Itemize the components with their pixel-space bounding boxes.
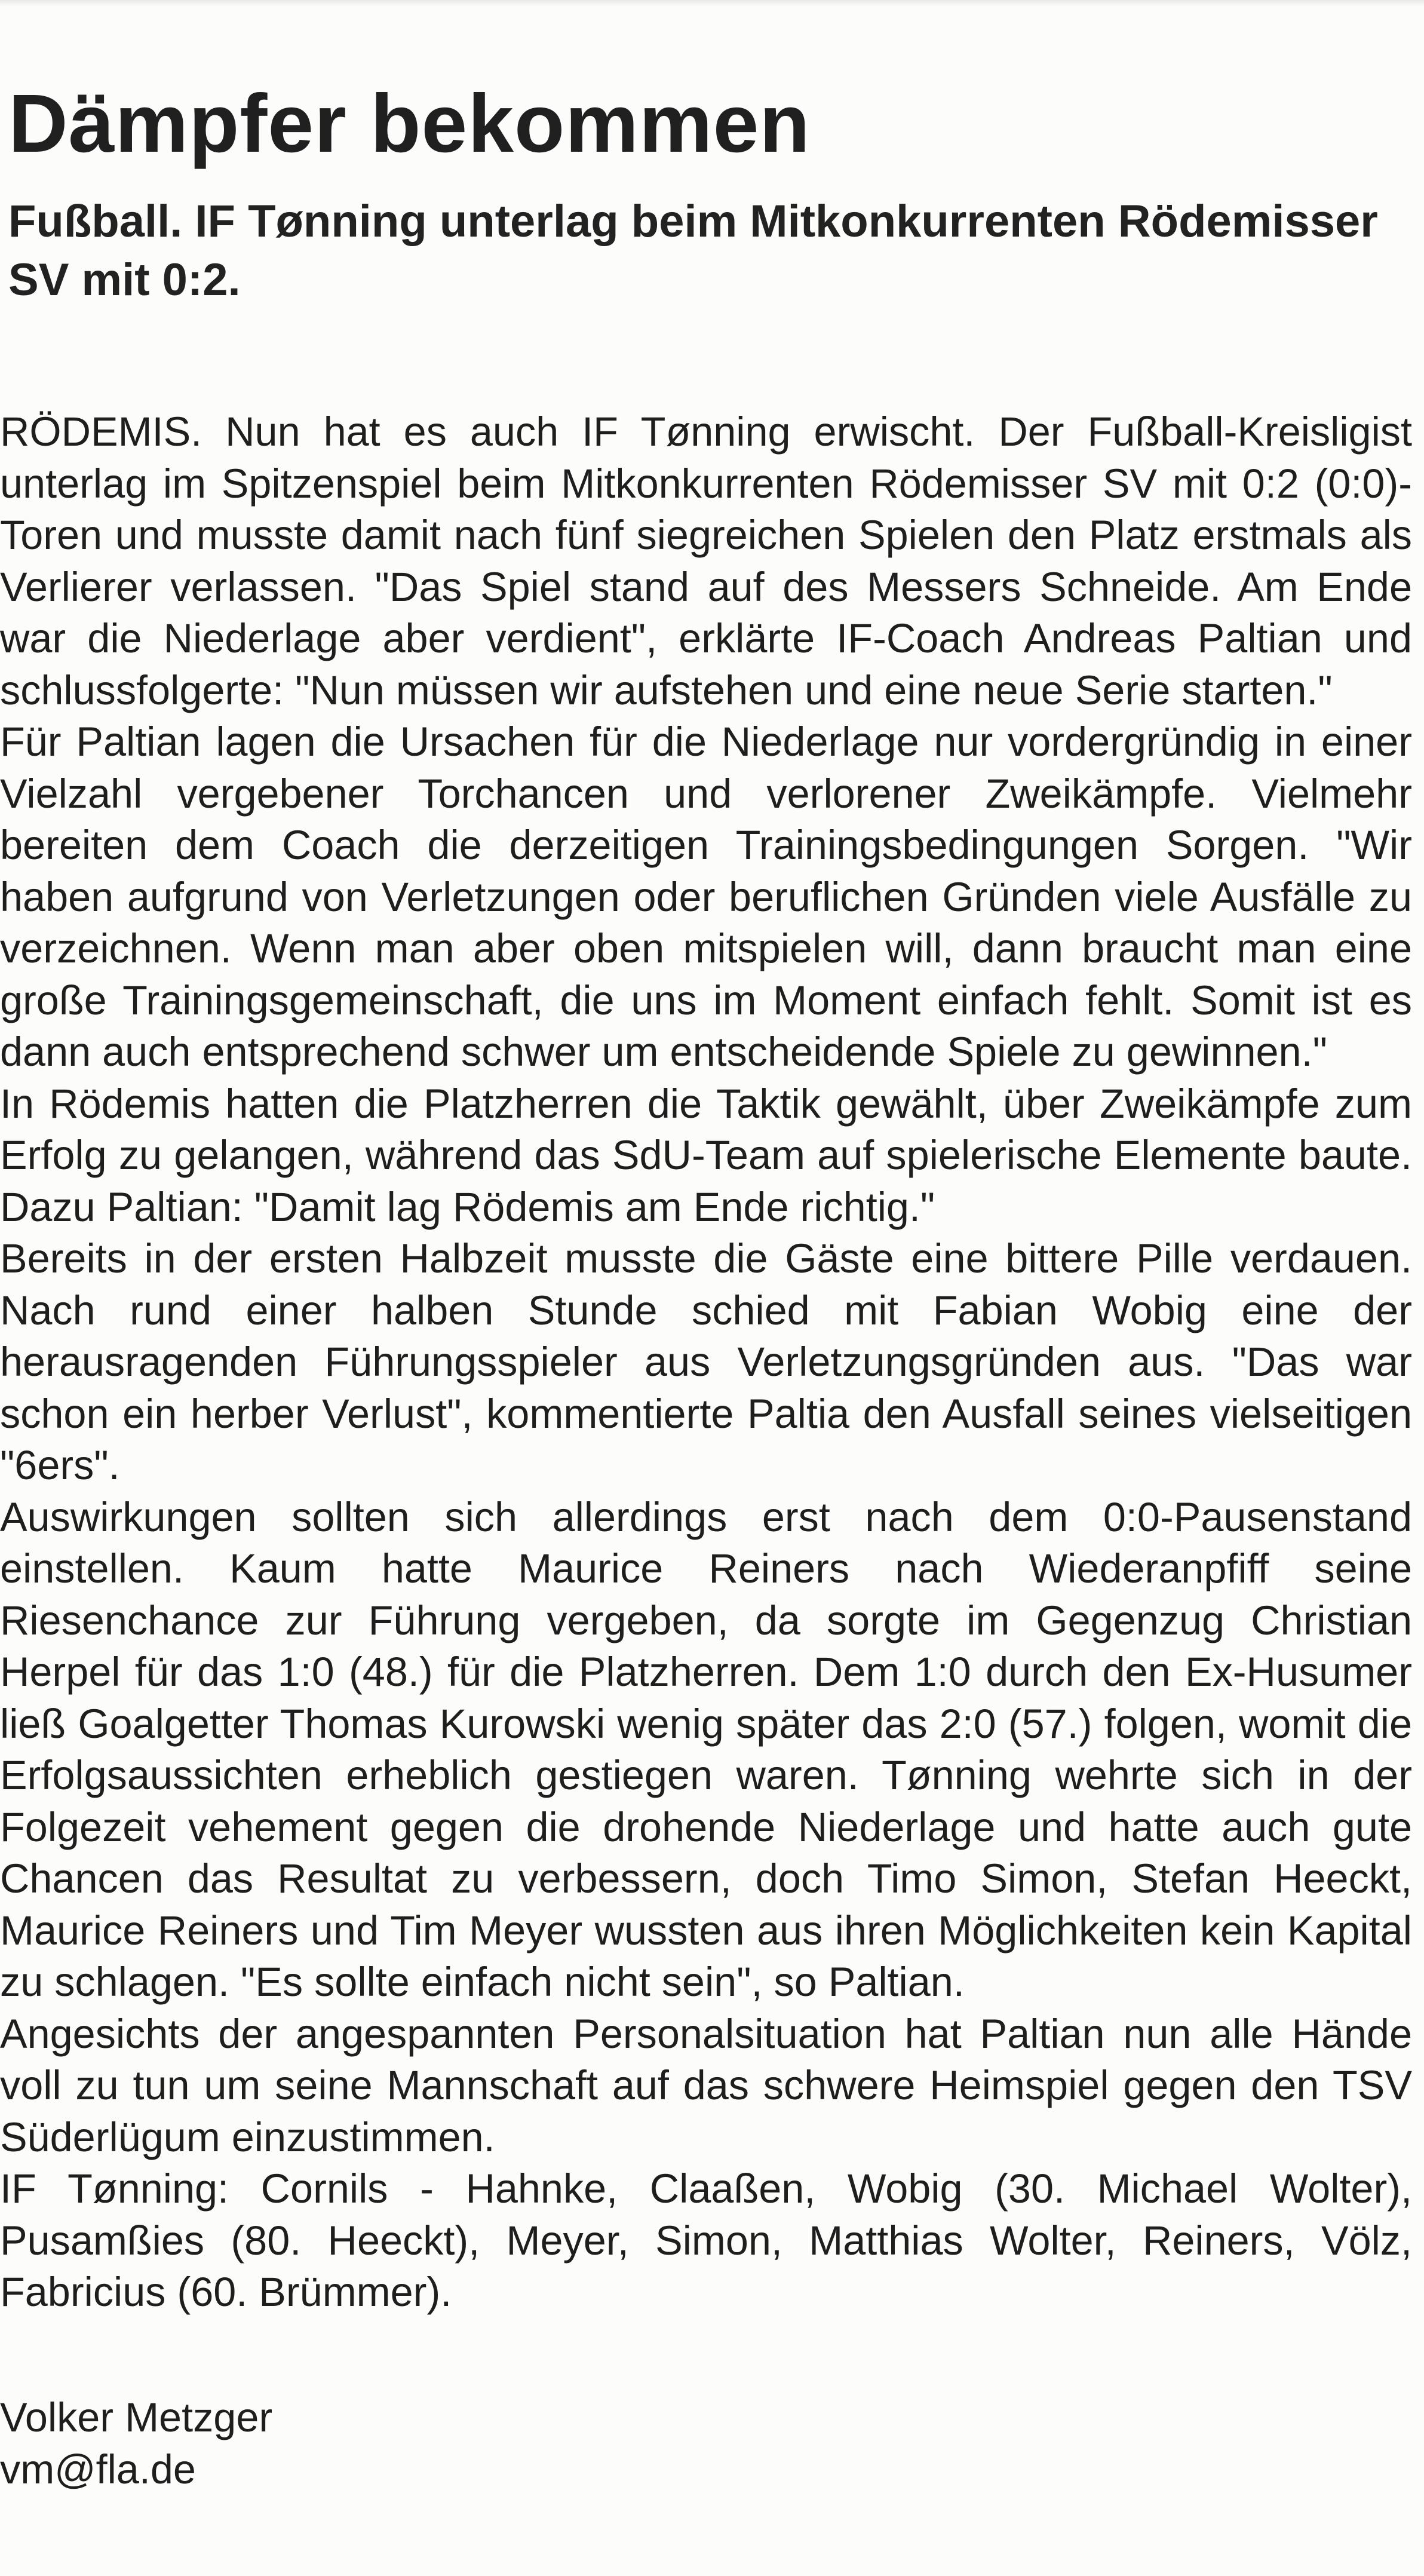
author-name: Volker Metzger [0, 2395, 273, 2440]
paragraph: In Rödemis hatten die Platzherren die Taktik gewählt, über Zweikämpfe zum Erfolg zu gelangen, während das SdU-Team auf spielerische Elemente baute. Dazu Paltian: "Damit lag Rödemis am Ende richtig." [0, 1081, 1412, 1230]
lineup-paragraph: IF Tønning: Cornils - Hahnke, Claaßen, Wobig (30. Michael Wolter), Pusamßies (80. Heeckt), Meyer, Simon, Matthias Wolter, Reiners, Völz, Fabricius (60. Brümmer). [0, 2166, 1412, 2315]
paper-edge [0, 0, 1424, 6]
paragraph: RÖDEMIS. Nun hat es auch IF Tønning erwischt. Der Fußball-Kreisligist unterlag im Spitzenspiel beim Mitkonkurrenten Rödemisser SV mit 0:2 (0:0)-Toren und musste damit nach fünf siegreichen Spielen den Platz erstmals als Verlierer verlassen. "Das Spiel stand auf des Messers Schneide. Am Ende war die Niederlage aber verdient", erklärte IF-Coach Andreas Paltian und schlussfolgerte: "Nun müssen wir aufstehen und eine neue Serie starten." [0, 409, 1412, 713]
article-body [0, 406, 1412, 2319]
author-email: vm@fla.de [0, 2446, 196, 2492]
headline: Dämpfer bekommen [8, 78, 811, 170]
paragraph: Bereits in der ersten Halbzeit musste die Gäste eine bittere Pille verdauen. Nach rund einer halben Stunde schied mit Fabian Wobig eine der herausragenden Führungsspieler aus Verletzungsgründen aus. "Das war schon ein herber Verlust", kommentierte Paltia den Ausfall seines vielseitigen "6ers". [0, 1236, 1412, 1488]
byline [0, 2392, 272, 2495]
paragraph: Für Paltian lagen die Ursachen für die Niederlage nur vordergründig in einer Vielzahl vergebener Torchancen und verlorener Zweikämpfe. Vielmehr bereiten dem Coach die derzeitigen Trainingsbedingungen Sorgen. "Wir haben aufgrund von Verletzungen oder beruflichen Gründen viele Ausfälle zu verzeichnen. Wenn man aber oben mitspielen will, dann braucht man eine große Trainingsgemeinschaft, die uns im Moment einfach fehlt. Somit ist es dann auch entsprechend schwer um entscheidende Spiele zu gewinnen." [0, 719, 1412, 1075]
paragraph: Angesichts der angespannten Personalsituation hat Paltian nun alle Hände voll zu tun um seine Mannschaft auf das schwere Heimspiel gegen den TSV Süderlügum einzustimmen. [0, 2011, 1412, 2160]
paragraph: Auswirkungen sollten sich allerdings erst nach dem 0:0-Pausenstand einstellen. Kaum hatte Maurice Reiners nach Wiederanpfiff seine Riesenchance zur Führung vergeben, da sorgte im Gegenzug Christian Herpel für das 1:0 (48.) für die Platzherren. Dem 1:0 durch den Ex-Husumer ließ Goalgetter Thomas Kurowski wenig später das 2:0 (57.) folgen, womit die Erfolgsaussichten erheblich gestiegen waren. Tønning wehrte sich in der Folgezeit vehement gegen die drohende Niederlage und hatte auch gute Chancen das Resultat zu verbessern, doch Timo Simon, Stefan Heeckt, Maurice Reiners und Tim Meyer wussten aus ihren Möglichkeiten kein Kapital zu schlagen. "Es sollte einfach nicht sein", so Paltian. [0, 1494, 1412, 2005]
subheadline: Fußball. IF Tønning unterlag beim Mitkonkurrenten Rödemisser SV mit 0:2. [8, 196, 1378, 305]
